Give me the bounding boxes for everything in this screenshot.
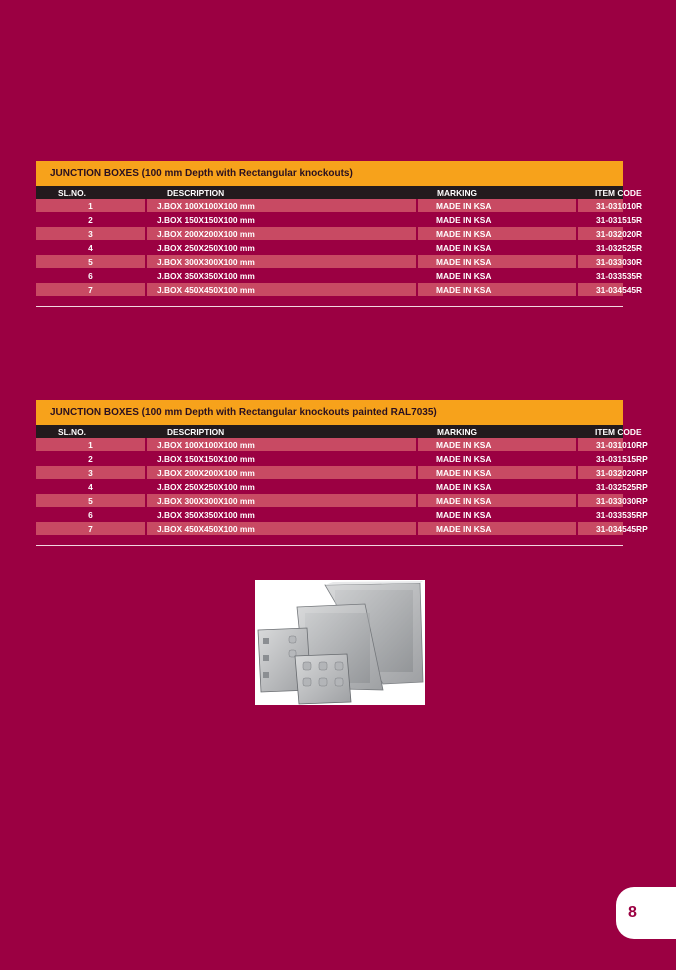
table-row <box>36 480 623 494</box>
table-row <box>36 508 623 522</box>
cell-description: J.BOX 200X200X100 mm <box>146 227 417 241</box>
table-row <box>36 241 623 255</box>
table-title-1: JUNCTION BOXES (100 mm Depth with Rectangular knockouts) <box>36 161 623 186</box>
cell-marking: MADE IN KSA <box>417 466 577 480</box>
cell-marking: MADE IN KSA <box>417 269 577 283</box>
cell-description: J.BOX 150X150X100 mm <box>146 452 417 466</box>
cell-sl-no: 3 <box>36 466 146 480</box>
junction-boxes-product-image <box>255 580 425 705</box>
table-row <box>36 283 623 297</box>
cell-item-code: 31-033030R <box>577 255 623 269</box>
cell-sl-no: 1 <box>36 438 146 452</box>
cell-marking: MADE IN KSA <box>417 494 577 508</box>
table-title-2: JUNCTION BOXES (100 mm Depth with Rectangular knockouts painted RAL7035) <box>36 400 623 425</box>
page-number-tab <box>616 887 676 939</box>
cell-item-code: 31-034545RP <box>577 522 623 536</box>
table-row <box>36 213 623 227</box>
table-row <box>36 522 623 536</box>
table-header-row <box>36 425 623 438</box>
table-row <box>36 494 623 508</box>
cell-sl-no: 7 <box>36 522 146 536</box>
cell-sl-no: 2 <box>36 452 146 466</box>
cell-item-code: 31-032020RP <box>577 466 623 480</box>
cell-item-code: 31-031515R <box>577 213 623 227</box>
header-description: DESCRIPTION <box>167 187 225 198</box>
junction-box-table-1 <box>36 186 643 297</box>
cell-description: J.BOX 250X250X100 mm <box>146 480 417 494</box>
cell-description: J.BOX 300X300X100 mm <box>146 255 417 269</box>
header-description: DESCRIPTION <box>167 426 225 437</box>
table-row <box>36 438 623 452</box>
cell-description: J.BOX 250X250X100 mm <box>146 241 417 255</box>
cell-description: J.BOX 300X300X100 mm <box>146 494 417 508</box>
cell-marking: MADE IN KSA <box>417 508 577 522</box>
table-row <box>36 227 623 241</box>
cell-marking: MADE IN KSA <box>417 255 577 269</box>
cell-marking: MADE IN KSA <box>417 522 577 536</box>
divider-rule <box>36 306 623 307</box>
table-row <box>36 269 623 283</box>
cell-item-code: 31-032525R <box>577 241 623 255</box>
cell-sl-no: 4 <box>36 480 146 494</box>
cell-description: J.BOX 100X100X100 mm <box>146 199 417 213</box>
cell-marking: MADE IN KSA <box>417 480 577 494</box>
cell-item-code: 31-032525RP <box>577 480 623 494</box>
table-row <box>36 199 623 213</box>
table-row <box>36 255 623 269</box>
cell-item-code: 31-033030RP <box>577 494 623 508</box>
table-body-2 <box>36 438 648 536</box>
cell-item-code: 31-033535RP <box>577 508 623 522</box>
cell-item-code: 31-031010RP <box>577 438 623 452</box>
cell-item-code: 31-032020R <box>577 227 623 241</box>
cell-description: J.BOX 150X150X100 mm <box>146 213 417 227</box>
cell-description: J.BOX 200X200X100 mm <box>146 466 417 480</box>
cell-sl-no: 3 <box>36 227 146 241</box>
cell-description: J.BOX 350X350X100 mm <box>146 508 417 522</box>
cell-sl-no: 4 <box>36 241 146 255</box>
cell-description: J.BOX 450X450X100 mm <box>146 522 417 536</box>
junction-box-table-section-2 <box>36 400 648 546</box>
cell-sl-no: 2 <box>36 213 146 227</box>
cell-item-code: 31-031515RP <box>577 452 623 466</box>
header-marking: MARKING <box>437 187 478 198</box>
cell-description: J.BOX 450X450X100 mm <box>146 283 417 297</box>
table-row <box>36 452 623 466</box>
cell-sl-no: 6 <box>36 508 146 522</box>
cell-sl-no: 5 <box>36 255 146 269</box>
cell-marking: MADE IN KSA <box>417 227 577 241</box>
header-item-code: ITEM CODE <box>595 426 642 437</box>
table-row <box>36 466 623 480</box>
cell-sl-no: 6 <box>36 269 146 283</box>
table-body-1 <box>36 199 643 297</box>
cell-marking: MADE IN KSA <box>417 241 577 255</box>
cell-description: J.BOX 100X100X100 mm <box>146 438 417 452</box>
cell-item-code: 31-031010R <box>577 199 623 213</box>
cell-marking: MADE IN KSA <box>417 213 577 227</box>
junction-box-table-section-1 <box>36 161 643 307</box>
cell-item-code: 31-033535R <box>577 269 623 283</box>
cell-description: J.BOX 350X350X100 mm <box>146 269 417 283</box>
page-number: 8 <box>628 904 637 921</box>
divider-rule <box>36 545 623 546</box>
junction-box-table-2 <box>36 425 648 536</box>
header-item-code: ITEM CODE <box>595 187 642 198</box>
cell-sl-no: 5 <box>36 494 146 508</box>
header-sl-no: SL.NO. <box>58 187 86 198</box>
cell-sl-no: 1 <box>36 199 146 213</box>
cell-marking: MADE IN KSA <box>417 438 577 452</box>
header-marking: MARKING <box>437 426 478 437</box>
cell-marking: MADE IN KSA <box>417 452 577 466</box>
cell-marking: MADE IN KSA <box>417 199 577 213</box>
cell-marking: MADE IN KSA <box>417 283 577 297</box>
table-header-row <box>36 186 623 199</box>
header-sl-no: SL.NO. <box>58 426 86 437</box>
cell-sl-no: 7 <box>36 283 146 297</box>
cell-item-code: 31-034545R <box>577 283 623 297</box>
